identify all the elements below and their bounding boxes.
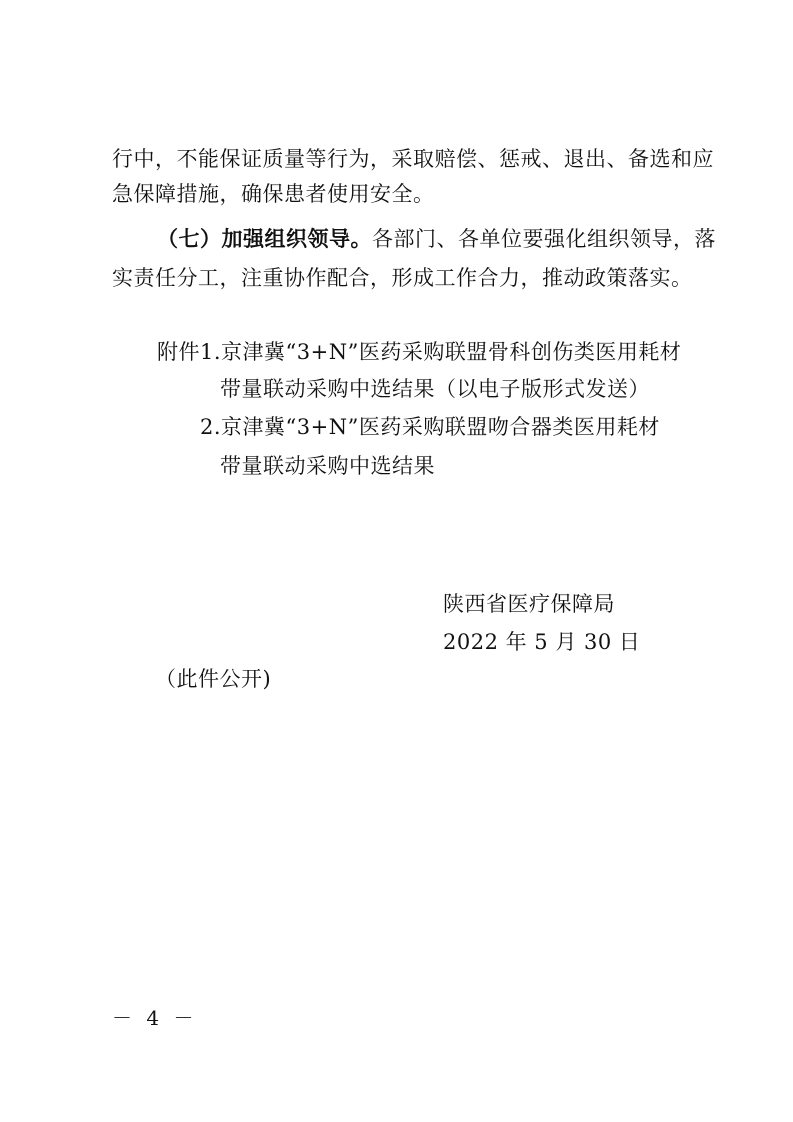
disclosure-note: （此件公开) [155, 667, 272, 691]
attachment-item-2-line-2: 带量联动采购中选结果 [220, 454, 435, 478]
attachment-item-2-line-1: 2.京津冀“3+N”医药采购联盟吻合器类医用耗材 [200, 415, 660, 439]
paragraph-6-line-2: 急保障措施，确保患者使用安全。 [112, 182, 435, 206]
paragraph-6-line-1: 行中，不能保证质量等行为，采取赔偿、惩戒、退出、备选和应 [112, 147, 714, 171]
paragraph-7-line-1 [157, 225, 716, 253]
attachment-item-1-line-1 [157, 338, 681, 366]
signature-date: 2022 年 5 月 30 日 [443, 630, 641, 654]
paragraph-7-text: 各部门、各单位要强化组织领导，落 [372, 227, 716, 251]
section-heading: （七）加强组织领导。 [157, 226, 372, 251]
paragraph-7-line-2: 实责任分工，注重协作配合，形成工作合力，推动政策落实。 [112, 266, 693, 290]
signature-organization: 陕西省医疗保障局 [443, 592, 615, 616]
attachment-item-1-title: 1.京津冀“3+N”医药采购联盟骨科创伤类医用耗材 [200, 340, 682, 364]
attachment-item-1-line-2: 带量联动采购中选结果（以电子版形式发送） [220, 377, 650, 401]
page-number: － 4 － [112, 1006, 198, 1030]
attachment-label: 附件 [157, 340, 200, 364]
